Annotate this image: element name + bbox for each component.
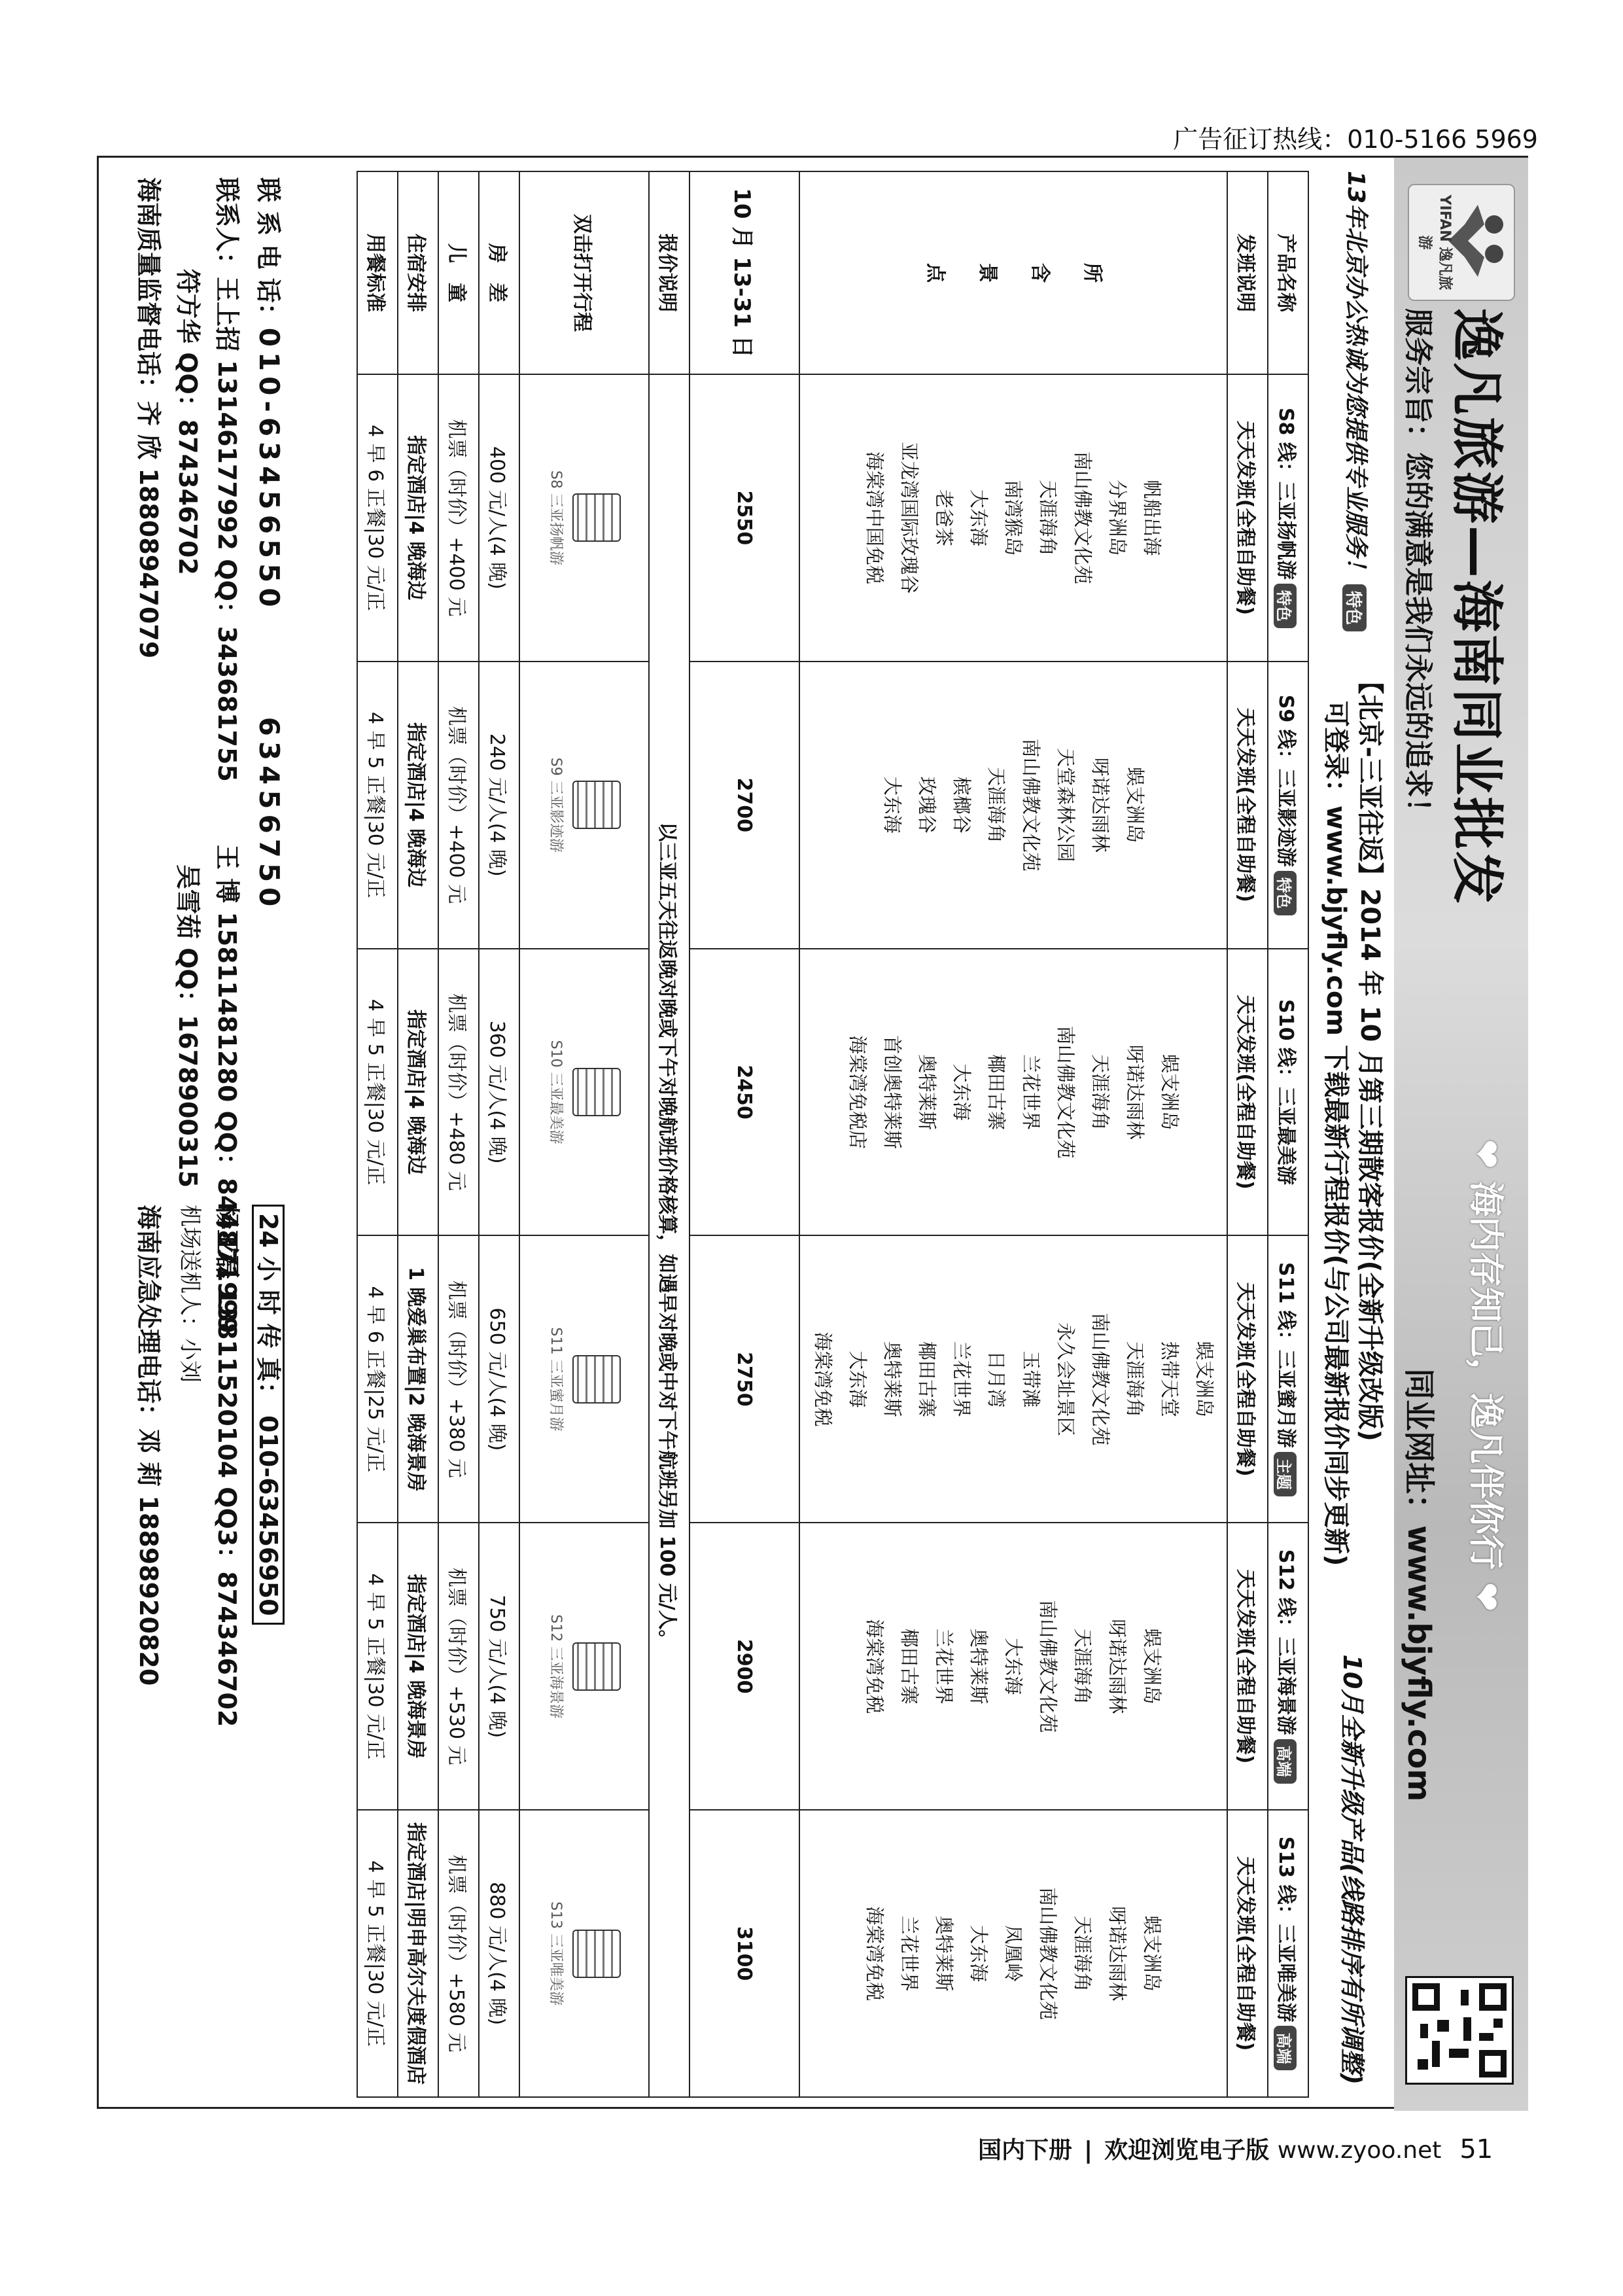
announcement-left-text: 13年北京办公热诚为您提供专业服务！	[1342, 171, 1369, 581]
product-name-s13: S13 线：三亚唯美游高端	[1268, 1810, 1308, 2097]
banner-title: 逸凡旅游—海南同业批发	[1446, 308, 1507, 906]
label-meal: 用餐标准	[357, 171, 398, 374]
meal-s13: 4 早 5 正餐|30 元/正	[357, 1810, 398, 2097]
departure-s13: 天天发班(全程自助餐)	[1227, 1810, 1268, 2097]
ad-hotline: 广告征订热线：010-5166 5969	[1173, 125, 1538, 154]
spot-item: 分界洲岛	[1106, 480, 1129, 556]
contact-person-3: 王 博 15811481280 QQ：844871999	[213, 845, 241, 1334]
spot-item: 槟榔谷	[951, 776, 973, 834]
price-s10: 2450	[689, 949, 799, 1236]
page-footer: 国内下册 | 欢迎浏览电子版 www.zyoo.net 51	[978, 2134, 1493, 2164]
product-name-s9: S9 线：三亚影迹游特色	[1268, 662, 1308, 949]
spot-item: 天涯海角	[1124, 1341, 1146, 1417]
banner-website[interactable]: 同业网址：www.bjyfly.com	[1401, 1368, 1437, 1802]
row-itinerary	[519, 171, 649, 2097]
spots-s11	[799, 1235, 1227, 1523]
contact-section	[109, 171, 292, 2098]
room-s13: 880 元/人(4 晚)	[479, 1810, 519, 2097]
label-spots-char: 含	[1028, 263, 1051, 283]
label-product: 产品名称	[1268, 171, 1308, 374]
announcement-download: 可登录：www.bjyfly.com 下载最新行程报价(与公司最新报价同步更新)	[1321, 701, 1351, 1566]
hotel-s9: 指定酒店|4 晚海边	[398, 662, 438, 949]
spot-item: 大东海	[846, 1351, 869, 1408]
itinerary-s12[interactable]	[519, 1523, 649, 1810]
child-s11: 机票（时价）+380 元	[438, 1235, 479, 1523]
product-name-s12: S12 线：三亚海景游高端	[1268, 1523, 1308, 1810]
hotel-s8: 指定酒店|4 晚海边	[398, 374, 438, 662]
label-date: 10 月 13-31 日	[689, 171, 799, 374]
banner-slogan: ❤ 海内存知己，逸凡伴你行 ❤	[1465, 1139, 1507, 1612]
price-s11: 2750	[689, 1235, 799, 1523]
spot-item: 椰田古寨	[985, 1054, 1007, 1131]
price-s9: 2700	[689, 662, 799, 949]
spots-s12	[799, 1523, 1227, 1810]
label-spots-char: 点	[924, 263, 947, 283]
spot-item: 老爸茶	[933, 489, 956, 546]
product-badge: 特色	[1274, 871, 1297, 915]
spot-item: 南山佛教文化苑	[1020, 738, 1042, 872]
spot-item: 天涯海角	[985, 767, 1007, 843]
product-badge: 主题	[1274, 1452, 1297, 1496]
room-s10: 360 元/人(4 晚)	[479, 949, 519, 1236]
document-icon[interactable]	[573, 781, 621, 829]
price-s12: 2900	[689, 1523, 799, 1810]
row-spots	[799, 171, 1227, 2097]
spot-item: 蜈支洲岛	[1141, 1915, 1164, 1992]
spot-item: 蜈支洲岛	[1193, 1341, 1215, 1417]
contact-person-2: 符方华 QQ：874346702	[173, 269, 202, 575]
contact-phone-2[interactable]: 63456750	[253, 716, 285, 912]
footer-site-link[interactable]: www.zyoo.net	[1277, 2137, 1442, 2164]
itinerary-name: S11 三亚蜜月游	[548, 1327, 565, 1432]
spot-item: 奥特莱斯	[881, 1341, 903, 1417]
label-spots-char: 景	[976, 263, 999, 283]
spot-item: 呀诺达雨林	[1106, 1906, 1129, 2002]
document-icon[interactable]	[573, 1642, 621, 1691]
spot-item: 呀诺达雨林	[1089, 757, 1111, 853]
child-s12: 机票（时价）+530 元	[438, 1523, 479, 1810]
spot-item: 海棠湾免税	[812, 1332, 834, 1427]
label-child: 儿 童	[438, 171, 479, 374]
price-table	[357, 171, 1309, 2098]
spot-item: 兰花世界	[898, 1915, 921, 1992]
spot-item: 玫瑰谷	[916, 776, 938, 834]
contact-quality-phone: 海南质量监督电话：齐 欣 18808947079	[134, 177, 163, 659]
spot-item: 海棠湾免税店	[846, 1035, 869, 1150]
label-room: 房 差	[479, 171, 519, 374]
row-hotel	[398, 171, 438, 2097]
meal-s12: 4 早 5 正餐|30 元/正	[357, 1523, 398, 1810]
spot-item: 兰花世界	[951, 1341, 973, 1417]
row-note	[649, 171, 689, 2097]
contact-emergency-phone: 海南应急处理电话：邓 莉 18898920820	[134, 1205, 163, 1686]
spot-item: 海棠湾中国免税	[864, 451, 886, 584]
row-meal	[357, 171, 398, 2097]
label-itinerary: 双击打开行程	[519, 171, 649, 374]
spot-item: 南山佛教文化苑	[1055, 1025, 1077, 1159]
product-name-s10: S10 线：三亚最美游	[1268, 949, 1308, 1236]
spot-item: 南山佛教文化苑	[1037, 1600, 1060, 1733]
price-note: 以三亚五天往返晚对晚或下午对晚航班价格核算，如遇早对晚或中对下午航班另加 100 元/人。	[649, 374, 689, 2097]
spot-item: 蜈支洲岛	[1141, 1628, 1164, 1704]
spot-item: 奥特莱斯	[916, 1054, 938, 1131]
itinerary-s10[interactable]	[519, 949, 649, 1236]
spot-item: 日月湾	[985, 1351, 1007, 1408]
spot-item: 大东海	[881, 776, 903, 834]
meal-s10: 4 早 5 正餐|30 元/正	[357, 949, 398, 1236]
spot-item: 大东海	[1002, 1638, 1025, 1695]
document-icon[interactable]	[573, 1930, 621, 1978]
spot-item: 南湾猴岛	[1002, 480, 1025, 556]
row-price	[689, 171, 799, 2097]
room-s11: 650 元/人(4 晚)	[479, 1235, 519, 1523]
spots-s10	[799, 949, 1227, 1236]
hotel-s13: 指定酒店|明申高尔夫度假酒店	[398, 1810, 438, 2097]
meal-s9: 4 早 5 正餐|30 元/正	[357, 662, 398, 949]
spot-item: 天堂森林公园	[1055, 748, 1077, 862]
footer-section: 国内下册	[978, 2137, 1073, 2164]
spot-item: 海棠湾免税	[864, 1619, 886, 1714]
spot-item: 蜈支洲岛	[1159, 1054, 1181, 1131]
itinerary-name: S13 三亚唯美游	[548, 1901, 565, 2006]
row-product	[1268, 171, 1308, 2097]
child-s8: 机票（时价）+400 元	[438, 374, 479, 662]
spots-s9	[799, 662, 1227, 949]
row-departure	[1227, 171, 1268, 2097]
itinerary-name: S12 三亚海景游	[548, 1614, 565, 1719]
child-s10: 机票（时价）+480 元	[438, 949, 479, 1236]
departure-s12: 天天发班(全程自助餐)	[1227, 1523, 1268, 1810]
departure-s8: 天天发班(全程自助餐)	[1227, 374, 1268, 662]
spot-item: 奥特莱斯	[968, 1628, 990, 1704]
rotated-ad-content	[97, 158, 1528, 2111]
ad-banner	[1394, 158, 1528, 2111]
departure-s10: 天天发班(全程自助餐)	[1227, 949, 1268, 1236]
product-name-s11: S11 线：三亚蜜月游主题	[1268, 1235, 1308, 1523]
label-hotel: 住宿安排	[398, 171, 438, 374]
hotel-s12: 指定酒店|4 晚海景房	[398, 1523, 438, 1810]
contact-person-4: 吴雪茹 QQ：1678900315	[173, 864, 202, 1188]
spot-item: 椰田古寨	[916, 1341, 938, 1417]
banner-mission: 服务宗旨：您的满意是我们永远的追求！	[1401, 308, 1435, 826]
document-icon[interactable]	[573, 493, 621, 542]
spot-item: 天涯海角	[1072, 1915, 1094, 1992]
document-icon[interactable]	[573, 1355, 621, 1404]
announcement-right: 10月全新升级产品(线路排序有所调整)	[1338, 1654, 1367, 2085]
spot-item: 蜈支洲岛	[1124, 767, 1146, 843]
contact-airport: 机场送机人：小刘	[177, 1205, 203, 1383]
company-logo	[1408, 184, 1515, 301]
spot-item: 凤凰岭	[1002, 1925, 1025, 1983]
spot-item: 大东海	[951, 1063, 973, 1121]
label-spots	[799, 171, 1227, 374]
departure-s11: 天天发班(全程自助餐)	[1227, 1235, 1268, 1523]
spot-item: 大东海	[968, 489, 990, 546]
itinerary-name: S9 三亚影迹游	[548, 757, 565, 853]
contact-fax[interactable]: 24 小 时 传 真： 010-63456950	[253, 1205, 288, 1625]
spot-item: 天涯海角	[1089, 1054, 1111, 1131]
spot-item: 大东海	[968, 1925, 990, 1983]
announcement-title: 【北京-三亚往返】2014 年 10 月第三期散客报价(全新升级改版)	[1355, 668, 1385, 1441]
hotel-s11: 1 晚爱巢布置|2 晚海景房	[398, 1235, 438, 1523]
spots-s13	[799, 1810, 1227, 2097]
contact-phone-label: 联 系 电 话：	[254, 177, 283, 328]
feature-badge: 特色	[1343, 584, 1367, 631]
itinerary-s11[interactable]	[519, 1235, 649, 1523]
spot-item: 玉带滩	[1020, 1351, 1042, 1408]
logo-text: YIFAN 逸凡旅游	[1416, 194, 1453, 291]
contact-phone-1[interactable]: 010-63456550	[253, 327, 285, 612]
contact-phone-line	[253, 177, 288, 911]
spot-item: 海棠湾免税	[864, 1906, 886, 2002]
room-s12: 750 元/人(4 晚)	[479, 1523, 519, 1810]
itinerary-name: S10 三亚最美游	[548, 1040, 565, 1144]
spot-item: 南山佛教文化苑	[1072, 451, 1094, 584]
spot-item: 南山佛教文化苑	[1037, 1887, 1060, 2021]
hotel-s10: 指定酒店|4 晚海边	[398, 949, 438, 1236]
label-note: 报价说明	[649, 171, 689, 374]
departure-s9: 天天发班(全程自助餐)	[1227, 662, 1268, 949]
document-icon[interactable]	[573, 1068, 621, 1116]
footer-welcome: 欢迎浏览电子版	[1104, 2137, 1270, 2164]
page-number: 51	[1459, 2134, 1493, 2164]
room-s8: 400 元/人(4 晚)	[479, 374, 519, 662]
row-child	[438, 171, 479, 2097]
spot-item: 首创奥特莱斯	[881, 1035, 903, 1150]
spot-item: 兰花世界	[933, 1628, 956, 1704]
product-badge: 特色	[1274, 584, 1297, 628]
contact-person-5: 杨亚磊 13811520104 QQ3：874346702	[213, 1205, 241, 1727]
row-room	[479, 171, 519, 2097]
spot-item: 呀诺达雨林	[1124, 1044, 1146, 1140]
spot-item: 呀诺达雨林	[1106, 1619, 1129, 1714]
spot-item: 椰田古寨	[898, 1628, 921, 1704]
room-s9: 240 元/人(4 晚)	[479, 662, 519, 949]
contact-person-1: 联系人：王上招 13146177992 QQ：343681755	[213, 177, 241, 782]
itinerary-name: S8 三亚扬帆游	[548, 470, 565, 565]
meal-s8: 4 早 6 正餐|30 元/正	[357, 374, 398, 662]
spots-s8	[799, 374, 1227, 662]
spot-item: 南山佛教文化苑	[1089, 1313, 1111, 1446]
spot-item: 热带天堂	[1159, 1341, 1181, 1417]
advertisement-frame	[97, 156, 1528, 2109]
announcement-left	[1341, 171, 1374, 631]
label-departure: 发班说明	[1227, 171, 1268, 374]
price-s8: 2550	[689, 374, 799, 662]
spot-item: 永久会址景区	[1055, 1322, 1077, 1436]
spot-item: 亚龙湾国际玫瑰谷	[898, 442, 921, 594]
meal-s11: 4 早 6 正餐|25 元/正	[357, 1235, 398, 1523]
product-badge: 高端	[1274, 1739, 1297, 1784]
spot-item: 奥特莱斯	[933, 1915, 956, 1992]
product-name-s8: S8 线：三亚扬帆游特色	[1268, 374, 1308, 662]
price-s13: 3100	[689, 1810, 799, 2097]
spot-item: 天涯海角	[1037, 480, 1060, 556]
itinerary-s13[interactable]	[519, 1810, 649, 2097]
product-badge: 高端	[1274, 2026, 1297, 2070]
spot-item: 兰花世界	[1020, 1054, 1042, 1131]
child-s13: 机票（时价）+580 元	[438, 1810, 479, 2097]
spot-item: 帆船出海	[1141, 480, 1164, 556]
child-s9: 机票（时价）+400 元	[438, 662, 479, 949]
itinerary-s9[interactable]	[519, 662, 649, 949]
itinerary-s8[interactable]	[519, 374, 649, 662]
spot-item: 天涯海角	[1072, 1628, 1094, 1704]
qr-code-icon[interactable]	[1405, 1976, 1514, 2085]
label-spots-char: 所	[1081, 263, 1104, 283]
